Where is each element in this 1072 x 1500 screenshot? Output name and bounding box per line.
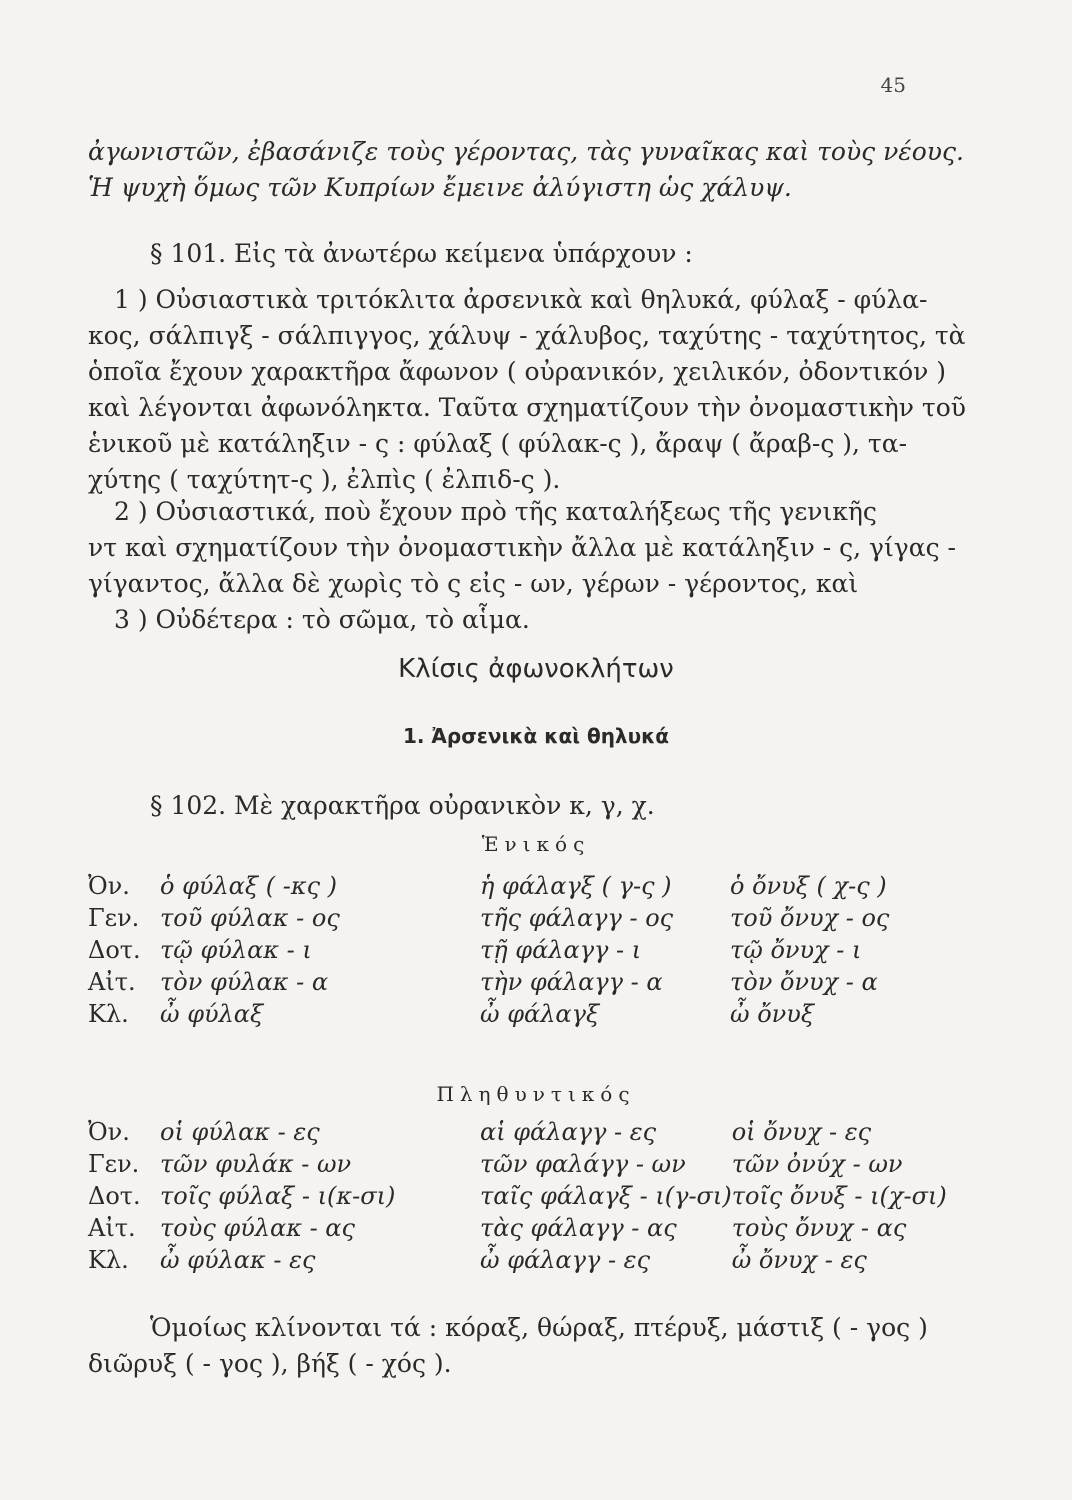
plural-declension-table — [88, 1116, 947, 1276]
paragraph-line: ἑνικοῦ μὲ κατάληξιν - ς : φύλαξ ( φύλακ-ς ), ἄραψ ( ἄραβ-ς ), τα- — [88, 429, 908, 458]
paragraph-line: γίγαντος, ἄλλα δὲ χωρὶς τὸ ς εἰς - ων, γέρων - γέροντος, καὶ — [88, 569, 859, 598]
form-phylax: τοῖς φύλαξ - ι(κ-σι) — [160, 1182, 396, 1210]
paragraph-line: 1 ) Οὐσιαστικὰ τριτόκλιτα ἀρσενικὰ καὶ θηλυκά, φύλαξ - φύλα- — [114, 285, 928, 314]
closing-line-2: διῶρυξ ( - γος ), βήξ ( - χός ). — [88, 1349, 452, 1378]
plural-label: Πληθυντικός — [436, 1082, 636, 1106]
singular-label: Ἑνικός — [481, 832, 591, 856]
declension-row — [88, 1244, 947, 1276]
form-onyx: ὦ ὄνυξ — [730, 1000, 815, 1028]
form-onyx: τοὺς ὄνυχ - ας — [731, 1214, 907, 1242]
case-label: Δοτ. — [88, 936, 141, 964]
declension-row — [88, 1212, 947, 1244]
paragraph-line: 2 ) Οὐσιαστικά, ποὺ ἔχουν πρὸ τῆς καταλήξεως τῆς γενικῆς — [114, 497, 877, 526]
section-title: Κλίσις ἀφωνοκλήτων — [398, 654, 674, 684]
form-phylax: τῶν φυλάκ - ων — [160, 1150, 352, 1178]
form-phylax: ὁ φύλαξ ( -κς ) — [160, 872, 338, 900]
paragraph-line: κος, σάλπιγξ - σάλπιγγος, χάλυψ - χάλυβος, ταχύτης - ταχύτητος, τὰ — [88, 321, 966, 350]
subsection-title: 1. Ἀρσενικὰ καὶ θηλυκά — [402, 724, 670, 748]
section-101-heading: § 101. Εἰς τὰ ἀνωτέρω κείμενα ὑπάρχουν : — [150, 239, 693, 268]
declension-row — [88, 966, 940, 998]
form-phalanx: ἡ φάλαγξ ( γ-ς ) — [480, 872, 672, 900]
intro-line-1: ἀγωνιστῶν, ἐβασάνιζε τοὺς γέροντας, τὰς γυναῖκας καὶ τοὺς νέους. — [88, 137, 964, 166]
form-onyx: οἱ ὄνυχ - ες — [731, 1118, 872, 1146]
declension-row — [88, 1180, 947, 1212]
case-label: Κλ. — [88, 1000, 129, 1028]
case-label: Ὀν. — [88, 872, 130, 900]
intro-line-2: Ἡ ψυχὴ ὅμως τῶν Κυπρίων ἔμεινε ἀλύγιστη ὡς χάλυψ. — [88, 173, 792, 202]
case-label: Γεν. — [88, 1150, 140, 1178]
form-onyx: τῷ ὄνυχ - ι — [730, 936, 862, 964]
paragraph-line: χύτης ( ταχύτητ-ς ), ἐλπὶς ( ἐλπιδ-ς ). — [88, 465, 561, 494]
form-phalanx: τὰς φάλαγγ - ας — [480, 1214, 677, 1242]
paragraph-line: ὁποῖα ἔχουν χαρακτῆρα ἄφωνον ( οὐρανικόν, χειλικόν, ὀδοντικόν ) — [88, 357, 947, 386]
declension-row — [88, 870, 940, 902]
form-onyx: τοῦ ὄνυχ - ος — [730, 904, 890, 932]
paragraph-line: ντ καὶ σχηματίζουν τὴν ὀνομαστικὴν ἄλλα μὲ κατάληξιν - ς, γίγας - — [88, 533, 956, 562]
case-label: Γεν. — [88, 904, 140, 932]
declension-row — [88, 902, 940, 934]
form-phylax: τῷ φύλακ - ι — [160, 936, 312, 964]
form-onyx: τῶν ὀνύχ - ων — [731, 1150, 903, 1178]
declension-row — [88, 934, 940, 966]
singular-declension-table — [88, 870, 940, 1030]
form-phalanx: τῇ φάλαγγ - ι — [480, 936, 642, 964]
form-phalanx: αἱ φάλαγγ - ες — [480, 1118, 657, 1146]
form-phylax: τοὺς φύλακ - ας — [160, 1214, 355, 1242]
form-phalanx: ὦ φάλαγξ — [480, 1000, 600, 1028]
declension-row — [88, 1116, 947, 1148]
form-phylax: τοῦ φύλακ - ος — [160, 904, 340, 932]
section-102-heading: § 102. Μὲ χαρακτῆρα οὐρανικὸν κ, γ, χ. — [150, 791, 655, 820]
form-phalanx: τῆς φάλαγγ - ος — [480, 904, 674, 932]
form-onyx: τοῖς ὄνυξ - ι(χ-σι) — [731, 1182, 947, 1210]
form-phylax: ὦ φύλαξ — [160, 1000, 264, 1028]
form-onyx: τὸν ὄνυχ - α — [730, 968, 878, 996]
form-phalanx: ταῖς φάλαγξ - ι(γ-σι) — [480, 1182, 732, 1210]
closing-line-1: Ὁμοίως κλίνονται τά : κόραξ, θώραξ, πτέρυξ, μάστιξ ( - γος ) — [150, 1313, 928, 1342]
case-label: Αἰτ. — [88, 1214, 136, 1242]
form-phalanx: τὴν φάλαγγ - α — [480, 968, 663, 996]
case-label: Ὀν. — [88, 1118, 130, 1146]
form-phalanx: τῶν φαλάγγ - ων — [480, 1150, 686, 1178]
paragraph-line: καὶ λέγονται ἀφωνόληκτα. Ταῦτα σχηματίζουν τὴν ὀνομαστικὴν τοῦ — [88, 393, 967, 422]
form-phylax: ὦ φύλακ - ες — [160, 1246, 316, 1274]
case-label: Αἰτ. — [88, 968, 136, 996]
section-101-paragraph-3: 3 ) Οὐδέτερα : τὸ σῶμα, τὸ αἷμα. — [114, 605, 530, 634]
form-phylax: οἱ φύλακ - ες — [160, 1118, 320, 1146]
case-label: Κλ. — [88, 1246, 129, 1274]
declension-row — [88, 998, 940, 1030]
form-phylax: τὸν φύλακ - α — [160, 968, 329, 996]
form-onyx: ὁ ὄνυξ ( χ-ς ) — [730, 872, 887, 900]
form-phalanx: ὦ φάλαγγ - ες — [480, 1246, 651, 1274]
form-onyx: ὦ ὄνυχ - ες — [731, 1246, 867, 1274]
page-number: 45 — [880, 73, 906, 97]
declension-row — [88, 1148, 947, 1180]
case-label: Δοτ. — [88, 1182, 141, 1210]
